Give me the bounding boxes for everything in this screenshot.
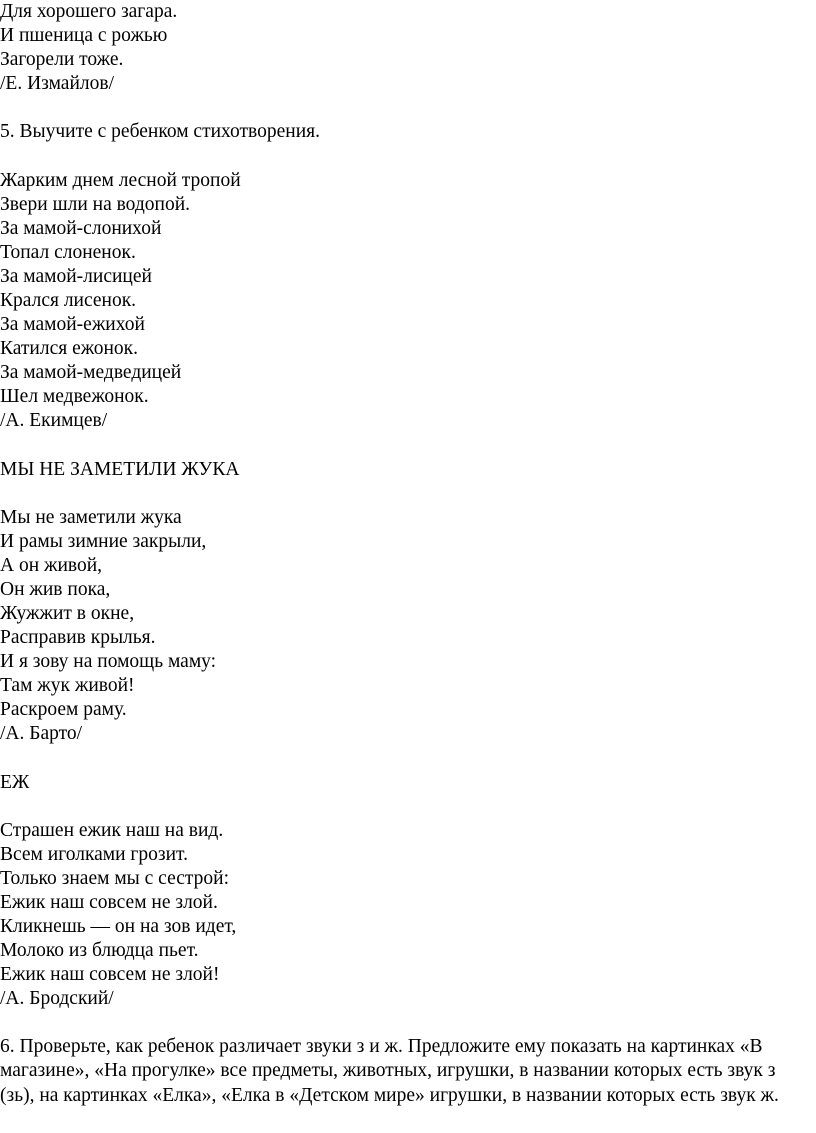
poem1-line: За мамой-слонихой bbox=[0, 218, 162, 239]
poem3-title: ЕЖ bbox=[0, 772, 30, 793]
poem1-line: Звери шли на водопой. bbox=[0, 194, 191, 215]
poem1-line: Крался лисенок. bbox=[0, 290, 137, 311]
intro-line: Для хорошего загара. bbox=[0, 1, 178, 22]
poem2-author: /А. Барто/ bbox=[0, 723, 83, 744]
poem2-line: И я зову на помощь маму: bbox=[0, 651, 217, 672]
poem1-line: Жарким днем лесной тропой bbox=[0, 170, 241, 191]
poem1-author: /А. Екимцев/ bbox=[0, 410, 108, 431]
poem2-line: Мы не заметили жука bbox=[0, 507, 182, 528]
poem2-line: Там жук живой! bbox=[0, 675, 135, 696]
poem3-line: Только знаем мы с сестрой: bbox=[0, 868, 229, 889]
task-6-paragraph: 6. Проверьте, как ребенок различает звуки з и ж. Предложите ему показать на картинках «В магазине», «На прогулке» все предметы, животных, игрушки, в названии которых есть звук з (зь), на картинках «Елка», «Елка в «Детском мире» игрушки, в названии которых есть звук ж. bbox=[0, 1036, 779, 1106]
poem1-line: Топал слоненок. bbox=[0, 242, 136, 263]
intro-author: /Е. Измайлов/ bbox=[0, 73, 114, 94]
poem1-line: За мамой-лисицей bbox=[0, 266, 152, 287]
poem3-line: Ежик наш совсем не злой! bbox=[0, 964, 220, 985]
poem2-line: Расправив крылья. bbox=[0, 627, 156, 648]
poem2-line: Раскроем раму. bbox=[0, 699, 127, 720]
intro-line: Загорели тоже. bbox=[0, 49, 124, 70]
poem2-line: Жужжит в окне, bbox=[0, 603, 135, 624]
poem3-line: Ежик наш совсем не злой. bbox=[0, 892, 218, 913]
task-5-heading: 5. Выучите с ребенком стихотворения. bbox=[0, 121, 320, 142]
poem1-line: Шел медвежонок. bbox=[0, 386, 149, 407]
poem1-line: За мамой-ежихой bbox=[0, 314, 145, 335]
poem2-title: МЫ НЕ ЗАМЕТИЛИ ЖУКА bbox=[0, 459, 240, 480]
poem3-line: Страшен ежик наш на вид. bbox=[0, 820, 224, 841]
poem1-line: За мамой-медведицей bbox=[0, 362, 182, 383]
poem3-author: /А. Бродский/ bbox=[0, 988, 114, 1009]
intro-line: И пшеница с рожью bbox=[0, 25, 168, 46]
poem2-line: И рамы зимние закрыли, bbox=[0, 531, 207, 552]
poem3-line: Молоко из блюдца пьет. bbox=[0, 940, 199, 961]
poem2-line: Он жив пока, bbox=[0, 579, 111, 600]
poem3-line: Кликнешь — он на зов идет, bbox=[0, 916, 237, 937]
poem1-line: Катился ежонок. bbox=[0, 338, 139, 359]
poem3-line: Всем иголками грозит. bbox=[0, 844, 188, 865]
poem2-line: А он живой, bbox=[0, 555, 103, 576]
